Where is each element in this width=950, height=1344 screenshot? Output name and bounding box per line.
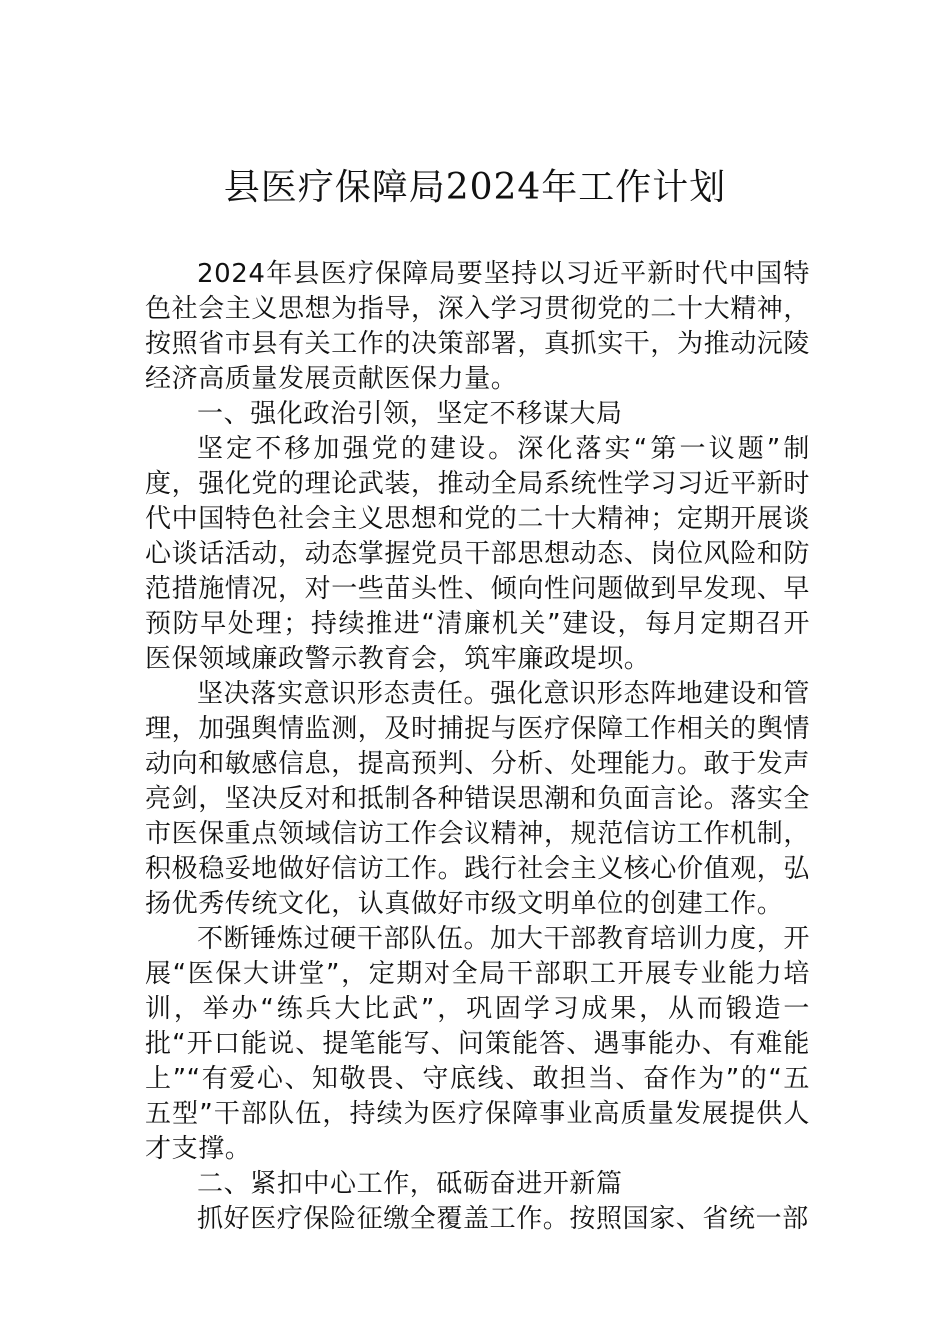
intro-paragraph: 2024年县医疗保障局要坚持以习近平新时代中国特色社会主义思想为指导，深入学习贯彻党的二十大精神，按照省市县有关工作的决策部署，真抓实干，为推动沅陵经济高质量发展贡献医保力量。 xyxy=(145,259,811,394)
body-paragraph: 抓好医疗保险征缴全覆盖工作。按照国家、省统一部 xyxy=(197,1204,809,1234)
document-title: 县医疗保障局2024年工作计划 xyxy=(223,167,727,208)
section-heading-2: 二、紧扣中心工作，砥砺奋进开新篇 xyxy=(197,1169,623,1199)
body-paragraph: 坚决落实意识形态责任。强化意识形态阵地建设和管理，加强舆情监测，及时捕捉与医疗保障工作相关的舆情动向和敏感信息，提高预判、分析、处理能力。敢于发声亮剑，坚决反对和抵制各种错误思潮和负面言论。落实全市医保重点领域信访工作会议精神，规范信访工作机制，积极稳妥地做好信访工作。践行社会主义核心价值观，弘扬优秀传统文化，认真做好市级文明单位的创建工作。 xyxy=(145,679,811,919)
document-body xyxy=(145,257,810,1237)
body-paragraph: 不断锤炼过硬干部队伍。加大干部教育培训力度，开展“医保大讲堂”，定期对全局干部职工开展专业能力培训，举办“练兵大比武”，巩固学习成果，从而锻造一批“开口能说、提笔能写、问策能答、遇事能办、有难能上”“有爱心、知敬畏、守底线、敢担当、奋作为”的“五五型”干部队伍，持续为医疗保障事业高质量发展提供人才支撑。 xyxy=(145,924,810,1164)
body-paragraph: 坚定不移加强党的建设。深化落实“第一议题”制度，强化党的理论武装，推动全局系统性学习习近平新时代中国特色社会主义思想和党的二十大精神；定期开展谈心谈话活动，动态掌握党员干部思想动态、岗位风险和防范措施情况，对一些苗头性、倾向性问题做到早发现、早预防早处理；持续推进“清廉机关”建设，每月定期召开医保领域廉政警示教育会，筑牢廉政堤坝。 xyxy=(145,434,811,674)
section-heading-1: 一、强化政治引领，坚定不移谋大局 xyxy=(197,399,623,429)
